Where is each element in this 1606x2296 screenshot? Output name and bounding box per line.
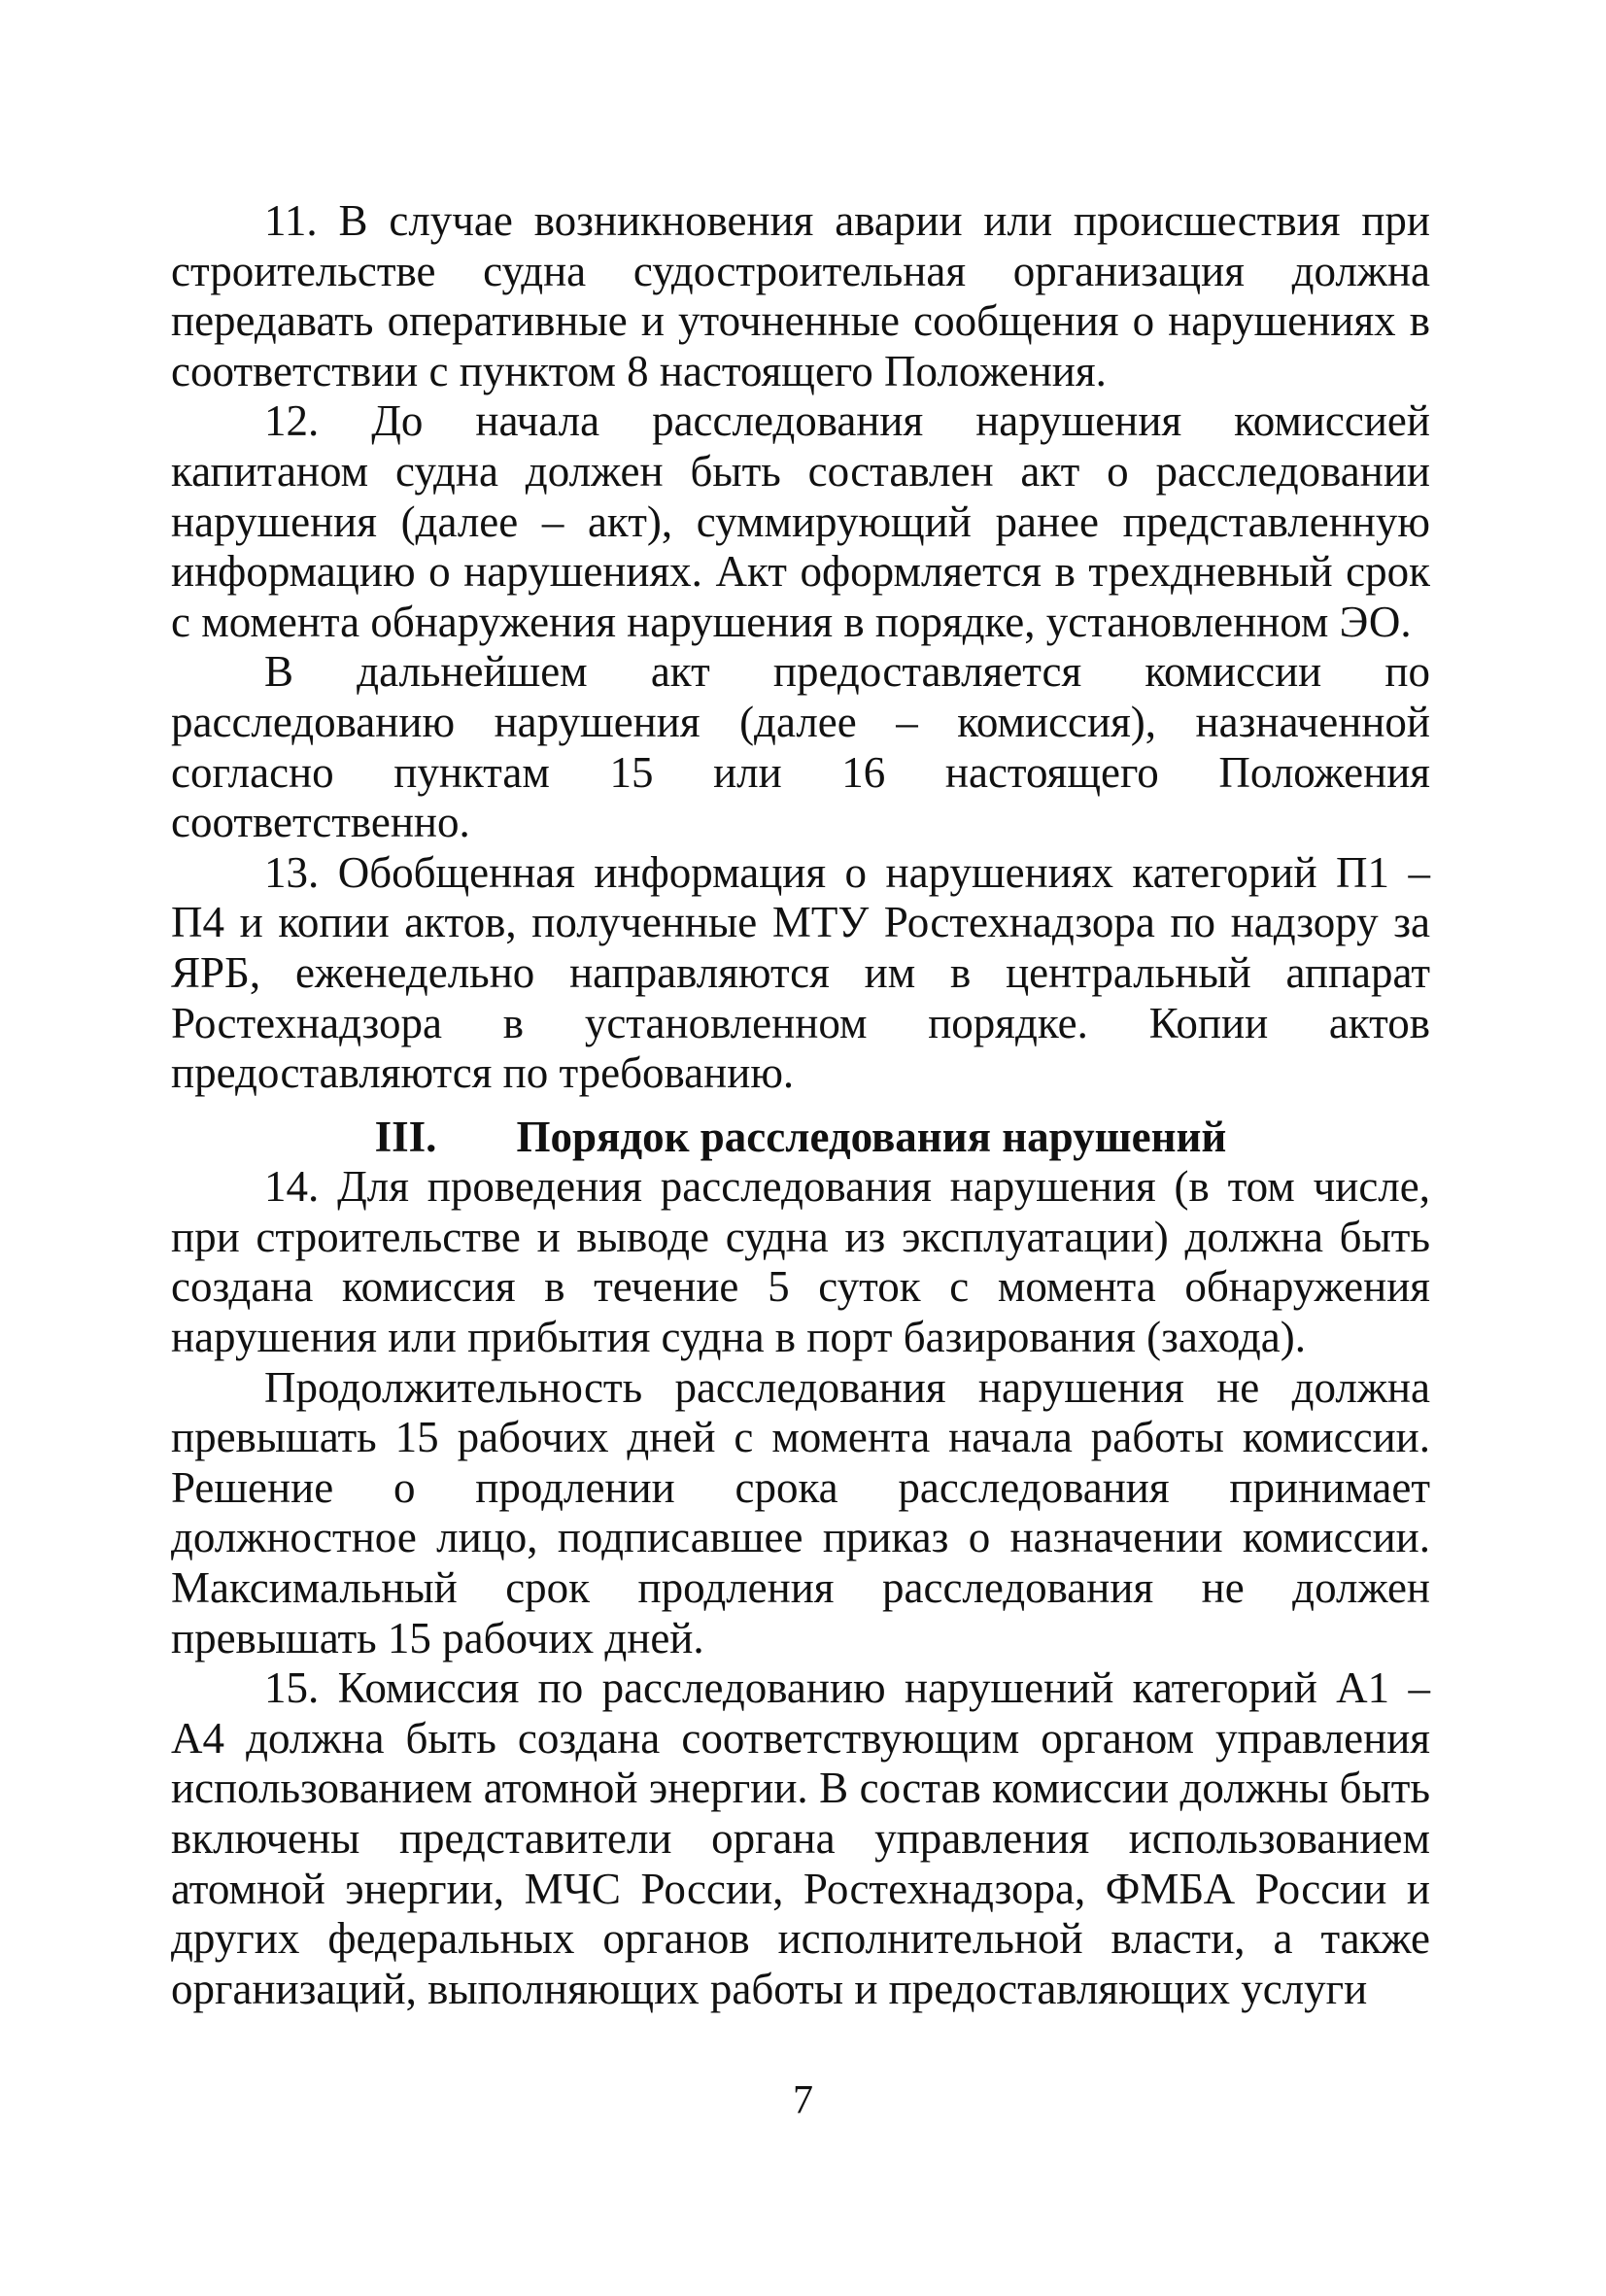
paragraph-12: 12. До начала расследования нарушения комиссией капитаном судна должен быть составлен акт о расследовании нарушения (далее – акт), суммирующий ранее представленную информацию о нарушениях. Акт оформляется в трехдневный срок с момента обнаружения нарушения в порядке, установленном ЭО. bbox=[171, 396, 1430, 646]
section-number: III. bbox=[374, 1112, 437, 1161]
paragraph-14-continued: Продолжительность расследования нарушения не должна превышать 15 рабочих дней с момента начала работы комиссии. Решение о продлении срока расследования принимает должностное лицо, подписавшее приказ о назначении комиссии. Максимальный срок продления расследования не должен превышать 15 рабочих дней. bbox=[171, 1362, 1430, 1662]
section-title: Порядок расследования нарушений bbox=[516, 1112, 1227, 1161]
paragraph-11: 11. В случае возникновения аварии или происшествия при строительстве судна судостроительная организация должна передавать оперативные и уточненные сообщения о нарушениях в соответствии с пунктом 8 настоящего Положения. bbox=[171, 196, 1430, 395]
page-number: 7 bbox=[793, 2078, 813, 2123]
paragraph-14: 14. Для проведения расследования нарушения (в том числе, при строительстве и выводе судна из эксплуатации) должна быть создана комиссия в течение 5 суток с момента обнаружения нарушения или прибытия судна в порт базирования (захода). bbox=[171, 1162, 1430, 1362]
paragraph-12-continued: В дальнейшем акт предоставляется комиссии по расследованию нарушения (далее – комиссия), назначенной согласно пунктам 15 или 16 настоящего Положения соответственно. bbox=[171, 647, 1430, 847]
paragraph-13: 13. Обобщенная информация о нарушениях категорий П1 – П4 и копии актов, полученные МТУ Ростехнадзора по надзору за ЯРБ, еженедельно направляются им в центральный аппарат Ростехнадзора в установленном порядке. Копии актов предоставляются по требованию. bbox=[171, 847, 1430, 1098]
paragraph-15: 15. Комиссия по расследованию нарушений категорий А1 – А4 должна быть создана соответствующим органом управления использованием атомной энергии. В состав комиссии должны быть включены представители органа управления использованием атомной энергии, МЧС России, Ростехнадзора, ФМБА России и других федеральных органов исполнительной власти, а также организаций, выполняющих работы и предоставляющих услуги bbox=[171, 1663, 1430, 2013]
document-page bbox=[171, 196, 1430, 2014]
section-heading bbox=[171, 1113, 1430, 1163]
